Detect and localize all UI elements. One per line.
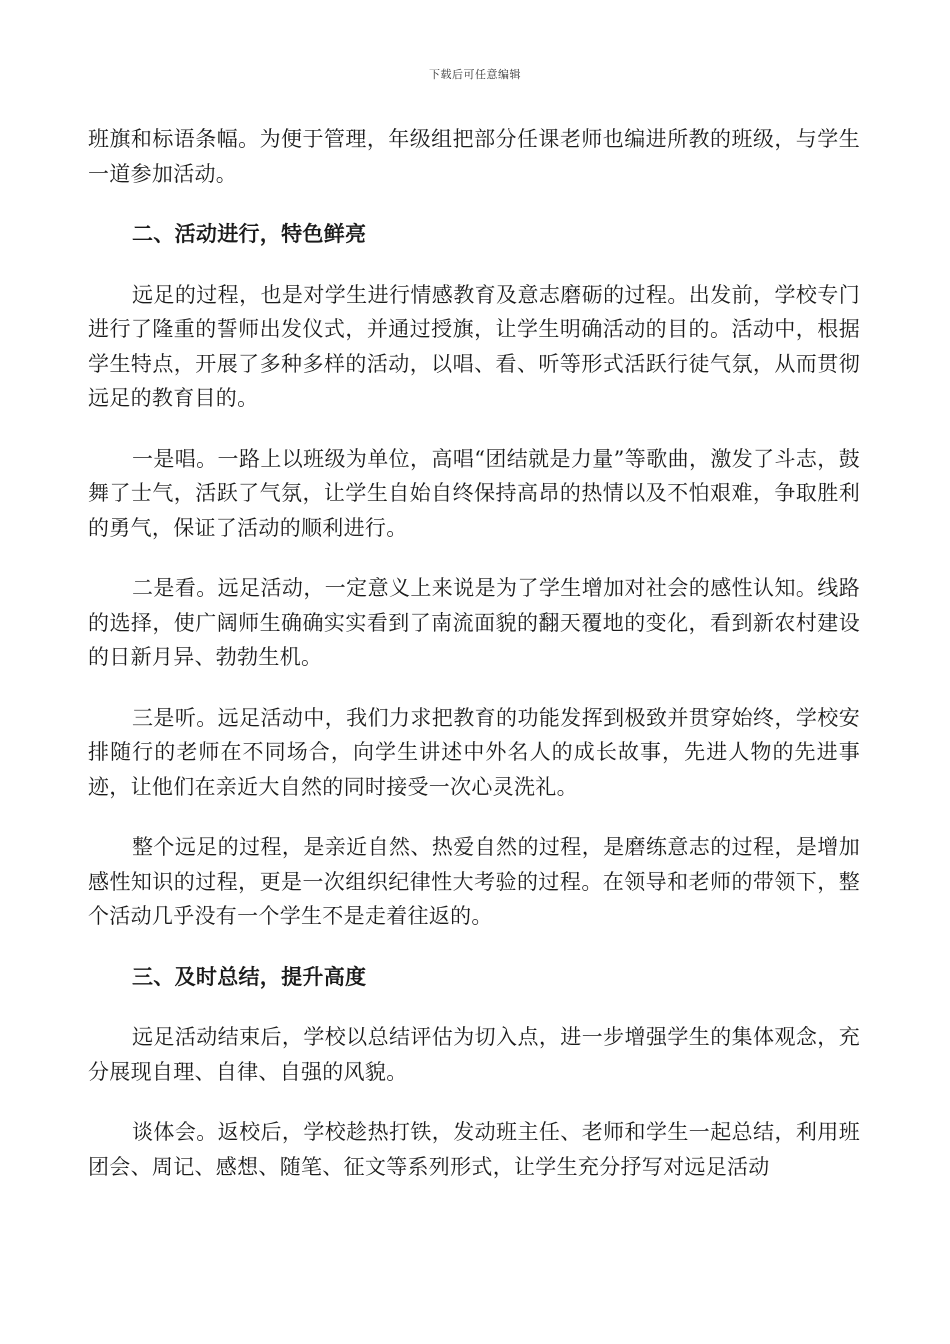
paragraph-see: 二是看。远足活动，一定意义上来说是为了学生增加对社会的感性认知。线路的选择，使广阔师生确确实实看到了南流面貌的翻天覆地的变化，看到新农村建设的日新月异、勃勃生机。: [88, 576, 860, 669]
paragraph-whole-process: 整个远足的过程，是亲近自然、热爱自然的过程，是磨练意志的过程，是增加感性知识的过程，更是一次组织纪律性大考验的过程。在领导和老师的带领下，整个活动几乎没有一个学生不是走着往返的。: [88, 835, 860, 928]
paragraph-process: 远足的过程，也是对学生进行情感教育及意志磨砺的过程。出发前，学校专门进行了隆重的誓师出发仪式，并通过授旗，让学生明确活动的目的。活动中，根据学生特点，开展了多种多样的活动，以唱、看、听等形式活跃行徒气氛，从而贯彻远足的教育目的。: [88, 282, 860, 410]
paragraph-listen: 三是听。远足活动中，我们力求把教育的功能发挥到极致并贯穿始终，学校安排随行的老师在不同场合，向学生讲述中外名人的成长故事，先进人物的先进事迹，让他们在亲近大自然的同时接受一次心灵洗礼。: [88, 705, 860, 799]
paragraph-continuation: 班旗和标语条幅。为便于管理，年级组把部分任课老师也编进所教的班级，与学生一道参加活动。: [88, 127, 860, 186]
page-header: 下载后可任意编辑: [429, 68, 521, 81]
paragraph-reflection: 谈体会。返校后，学校趁热打铁，发动班主任、老师和学生一起总结，利用班团会、周记、感想、随笔、征文等系列形式，让学生充分抒写对远足活动: [88, 1120, 860, 1179]
paragraph-sing: 一是唱。一路上以班级为单位，高唱“团结就是力量”等歌曲，激发了斗志，鼓舞了士气，活跃了气氛，让学生自始自终保持高昂的热情以及不怕艰难，争取胜利的勇气，保证了活动的顺利进行。: [88, 446, 860, 540]
document-body: [88, 122, 860, 1210]
paragraph-summary: 远足活动结束后，学校以总结评估为切入点，进一步增强学生的集体观念，充分展现自理、自律、自强的风貌。: [88, 1025, 860, 1084]
section-heading-2: 二、活动进行，特色鲜亮: [132, 222, 367, 246]
section-heading-3: 三、及时总结，提升高度: [132, 964, 367, 989]
